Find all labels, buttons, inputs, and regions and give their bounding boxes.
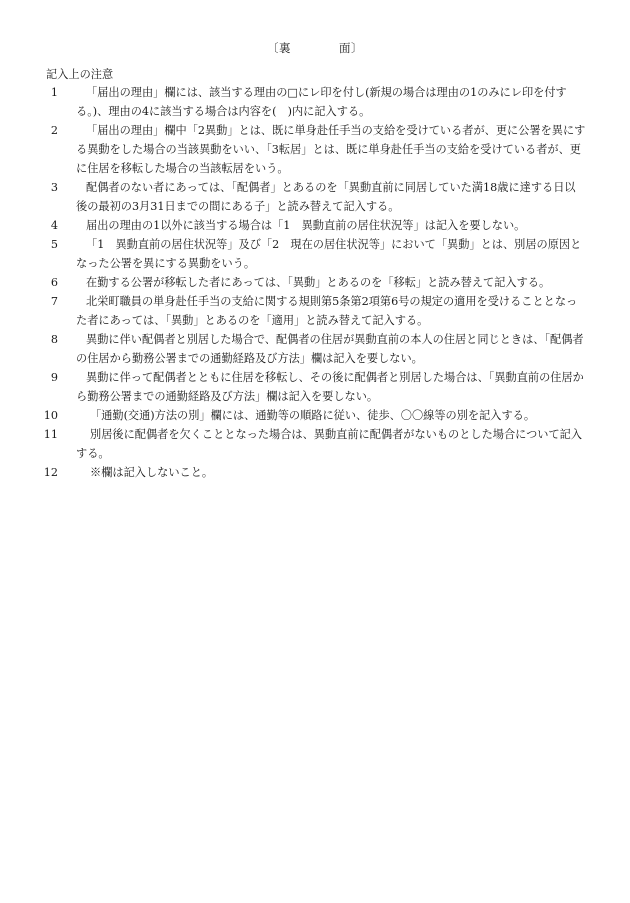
note-text: 別居後に配偶者を欠くこととなった場合は、異動直前に配偶者がないものとした場合について記入する。 bbox=[76, 428, 583, 460]
note-text: 異動に伴い配偶者と別居した場合で、配偶者の住居が異動直前の本人の住居と同じときは、「配偶者の住居から勤務公署までの通勤経路及び方法」欄は記入を要しない。 bbox=[76, 333, 584, 365]
note-item: 1 「届出の理由」欄には、該当する理由の□にレ印を付し(新規の場合は理由の1のみにレ印を付する。)、理由の4に該当する場合は内容を( )内に記入する。 bbox=[46, 83, 586, 121]
note-item: 2 「届出の理由」欄中「2異動」とは、既に単身赴任手当の支給を受けている者が、更に公署を異にする異動をした場合の当該異動をいい、「3転居」とは、既に単身赴任手当の支給を受けている者が、更に住居を移転した場合の当該転居をいう。 bbox=[46, 121, 586, 178]
note-item: 11 別居後に配偶者を欠くこととなった場合は、異動直前に配偶者がないものとした場合について記入する。 bbox=[46, 425, 586, 463]
note-text: 届出の理由の1以外に該当する場合は「1 異動直前の居住状況等」は記入を要しない。 bbox=[86, 219, 526, 232]
note-item: 4 届出の理由の1以外に該当する場合は「1 異動直前の居住状況等」は記入を要しない。 bbox=[46, 216, 586, 235]
notes-list bbox=[43, 83, 586, 482]
note-item: 10 「通勤(交通)方法の別」欄には、通勤等の順路に従い、徒歩、〇〇線等の別を記入する。 bbox=[46, 406, 586, 425]
note-item: 5 「1 異動直前の居住状況等」及び「2 現在の居住状況等」において「異動」とは、別居の原因となった公署を異にする異動をいう。 bbox=[46, 235, 586, 273]
note-text: 配偶者のない者にあっては、「配偶者」とあるのを「異動直前に同居していた満18歳に達する日以後の最初の3月31日までの間にある子」と読み替えて記入する。 bbox=[76, 181, 576, 213]
note-text: 「通勤(交通)方法の別」欄には、通勤等の順路に従い、徒歩、〇〇線等の別を記入する。 bbox=[90, 409, 536, 422]
note-item: 6 在勤する公署が移転した者にあっては、「異動」とあるのを「移転」と読み替えて記入する。 bbox=[46, 273, 586, 292]
note-text: 在勤する公署が移転した者にあっては、「異動」とあるのを「移転」と読み替えて記入する。 bbox=[86, 276, 551, 289]
note-item: 7 北栄町職員の単身赴任手当の支給に関する規則第5条第2項第6号の規定の適用を受けることとなった者にあっては、「異動」とあるのを「適用」と読み替えて記入する。 bbox=[46, 292, 586, 330]
note-item: 8 異動に伴い配偶者と別居した場合で、配偶者の住居が異動直前の本人の住居と同じときは、「配偶者の住居から勤務公署までの通勤経路及び方法」欄は記入を要しない。 bbox=[46, 330, 586, 368]
note-text: 北栄町職員の単身赴任手当の支給に関する規則第5条第2項第6号の規定の適用を受けることとなった者にあっては、「異動」とあるのを「適用」と読み替えて記入する。 bbox=[76, 295, 578, 327]
note-item: 9 異動に伴って配偶者とともに住居を移転し、その後に配偶者と別居した場合は、「異動直前の住居から勤務公署までの通勤経路及び方法」欄は記入を要しない。 bbox=[46, 368, 586, 406]
note-item: 3 配偶者のない者にあっては、「配偶者」とあるのを「異動直前に同居していた満18歳に達する日以後の最初の3月31日までの間にある子」と読み替えて記入する。 bbox=[46, 178, 586, 216]
note-text: 「届出の理由」欄には、該当する理由の□にレ印を付し(新規の場合は理由の1のみにレ印を付する。)、理由の4に該当する場合は内容を( )内に記入する。 bbox=[76, 86, 567, 118]
notes-heading: 記入上の注意 bbox=[46, 68, 114, 81]
note-item: 12 ※欄は記入しないこと。 bbox=[46, 463, 586, 482]
page-side-title: 〔裏 面〕 bbox=[267, 41, 363, 55]
note-text: 異動に伴って配偶者とともに住居を移転し、その後に配偶者と別居した場合は、「異動直前の住居から勤務公署までの通勤経路及び方法」欄は記入を要しない。 bbox=[76, 371, 584, 403]
note-text: 「1 異動直前の居住状況等」及び「2 現在の居住状況等」において「異動」とは、別居の原因となった公署を異にする異動をいう。 bbox=[76, 238, 582, 270]
note-text: ※欄は記入しないこと。 bbox=[90, 466, 214, 479]
note-text: 「届出の理由」欄中「2異動」とは、既に単身赴任手当の支給を受けている者が、更に公署を異にする異動をした場合の当該異動をいい、「3転居」とは、既に単身赴任手当の支給を受けている者が、更に住居を移転した場合の当該転居をいう。 bbox=[76, 124, 586, 175]
